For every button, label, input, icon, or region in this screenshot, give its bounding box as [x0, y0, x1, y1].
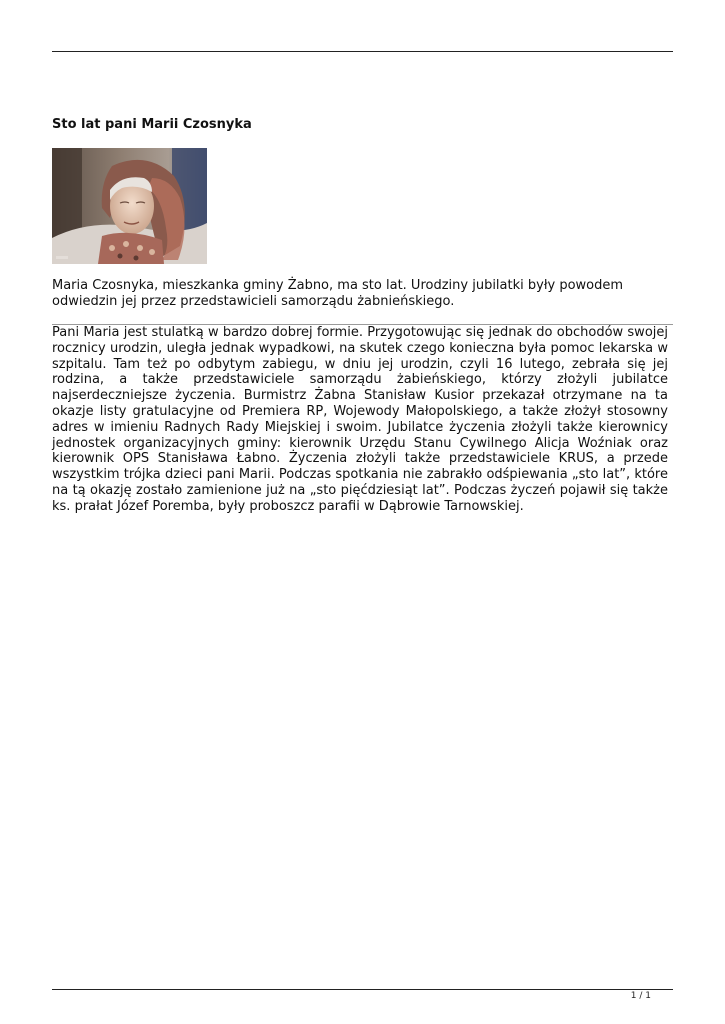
article-body: Pani Maria jest stulatką w bardzo dobrej formie. Przygotowując się jednak do obchodów swojej rocznicy urodzin, uległa jednak wypadkowi, na skutek czego konieczna była pomoc lekarska w szpitalu. Tam też po odbytym zabiegu, w dniu jej urodzin, czyli 16 lutego, zebrała się jej rodzina, a także przedstawiciele samorządu żabieńskiego, którzy złożyli jubilatce najserdeczniejsze życzenia. Burmistrz Żabna Stanisław Kusior przekazał otrzymane na ta okazje listy gratulacyjne od Premiera RP, Wojewody Małopolskiego, a także złożył stosowny adres w imieniu Radnych Rady Miejskiej i swoim. Jubilatce życzenia złożyli także kierownicy jednostek organizacyjnych gminy: kierownik Urzędu Stanu Cywilnego Alicja Woźniak oraz kierownik OPS Stanisława Łabno. Życzenia złożyli także przedstawiciele KRUS, a przede wszystkim trójka dzieci pani Marii. Podczas spotkania nie zabrakło odśpiewania „sto lat”, które na tą okazję zostało zamienione już na „sto pięćdziesiąt lat”. Podczas życzeń pojawił się także ks. prałat Józef Poremba, były proboszcz parafii w Dąbrowie Tarnowskiej. — [52, 325, 668, 514]
article-title: Sto lat pani Marii Czosnyka — [52, 117, 252, 132]
header-rule — [52, 51, 673, 52]
article-photo — [52, 148, 207, 264]
page-number: 1 / 1 — [630, 991, 651, 1001]
article-lead: Maria Czosnyka, mieszkanka gminy Żabno, ma sto lat. Urodziny jubilatki były powodem odwiedzin jej przez przedstawicieli samorządu żabnieńskiego. — [52, 278, 624, 309]
footer-rule — [52, 989, 673, 990]
